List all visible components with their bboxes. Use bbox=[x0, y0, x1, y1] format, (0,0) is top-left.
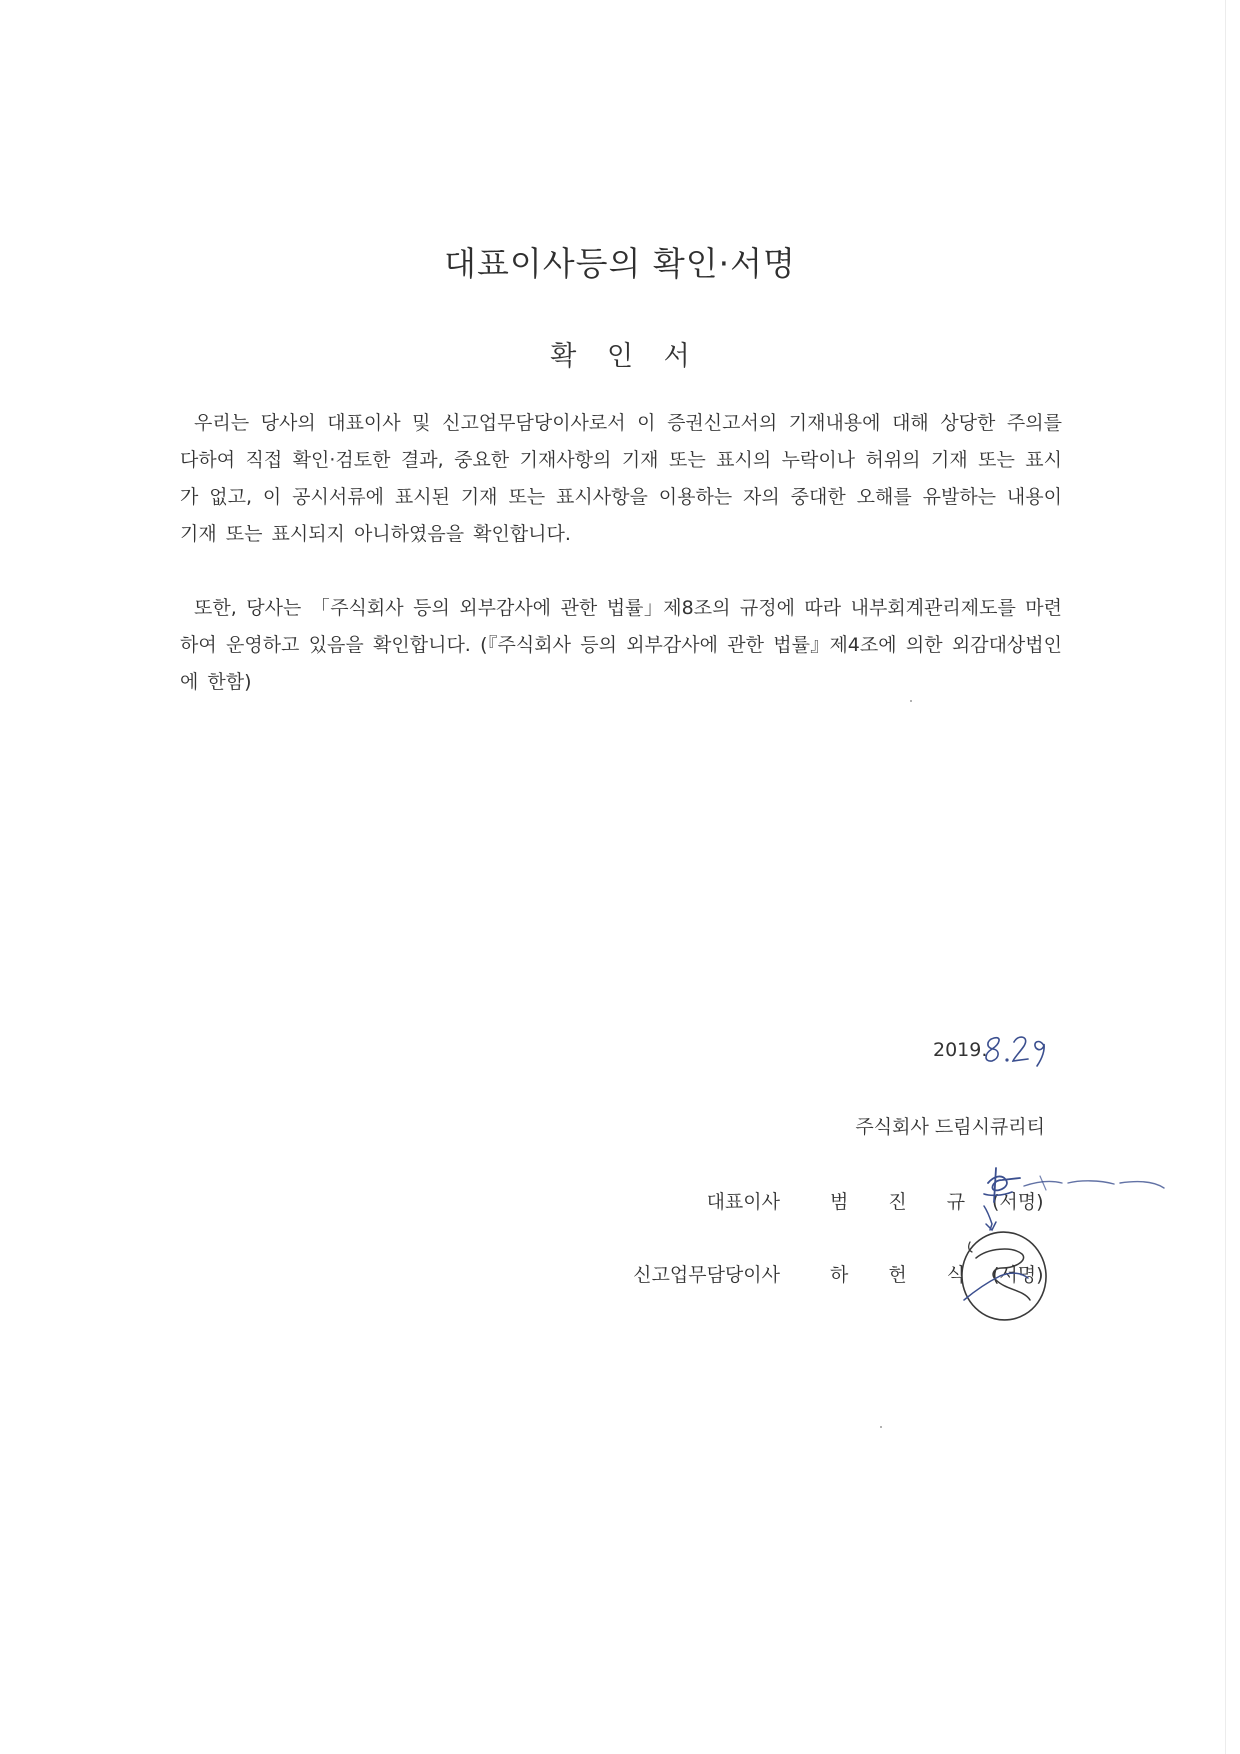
cfo-name: 하 헌 식 bbox=[830, 1264, 966, 1286]
ceo-signature-label: (서명) bbox=[992, 1191, 1044, 1213]
cfo-role: 신고업무담당이사 bbox=[633, 1264, 780, 1286]
ceo-name: 범 진 규 bbox=[830, 1191, 966, 1213]
document-subtitle: 확 인 서 bbox=[550, 341, 690, 372]
ceo-role: 대표이사 bbox=[706, 1191, 780, 1213]
document-title: 대표이사등의 확인·서명 bbox=[444, 244, 796, 283]
handwritten-signatures bbox=[950, 1150, 1230, 1350]
signature-date bbox=[900, 1034, 1100, 1074]
company-name: 주식회사 드림시큐리티 bbox=[855, 1116, 1045, 1138]
confirmation-paragraph-2: 또한, 당사는 「주식회사 등의 외부감사에 관한 법률」제8조의 규정에 따라 내부회계관리제도를 마련하여 운영하고 있음을 확인합니다. (『주식회사 등의 외부감사에 관한 법률』제4조에 의한 외감대상법인에 한함) bbox=[180, 597, 1062, 693]
scan-speck bbox=[910, 700, 912, 702]
date-printed-year: 2019. bbox=[933, 1039, 988, 1061]
date-handwritten bbox=[980, 1028, 1060, 1068]
cfo-signature-label: (서명) bbox=[992, 1264, 1044, 1286]
confirmation-paragraph-1: 우리는 당사의 대표이사 및 신고업무담당이사로서 이 증권신고서의 기재내용에 대해 상당한 주의를 다하여 직접 확인·검토한 결과, 중요한 기재사항의 기재 또는 표시의 누락이나 허위의 기재 또는 표시가 없고, 이 공시서류에 표시된 기재 또는 표시사항을 이용하는 자의 중대한 오해를 유발하는 내용이 기재 또는 표시되지 아니하였음을 확인합니다. bbox=[180, 412, 1062, 545]
scan-speck bbox=[880, 1426, 882, 1428]
